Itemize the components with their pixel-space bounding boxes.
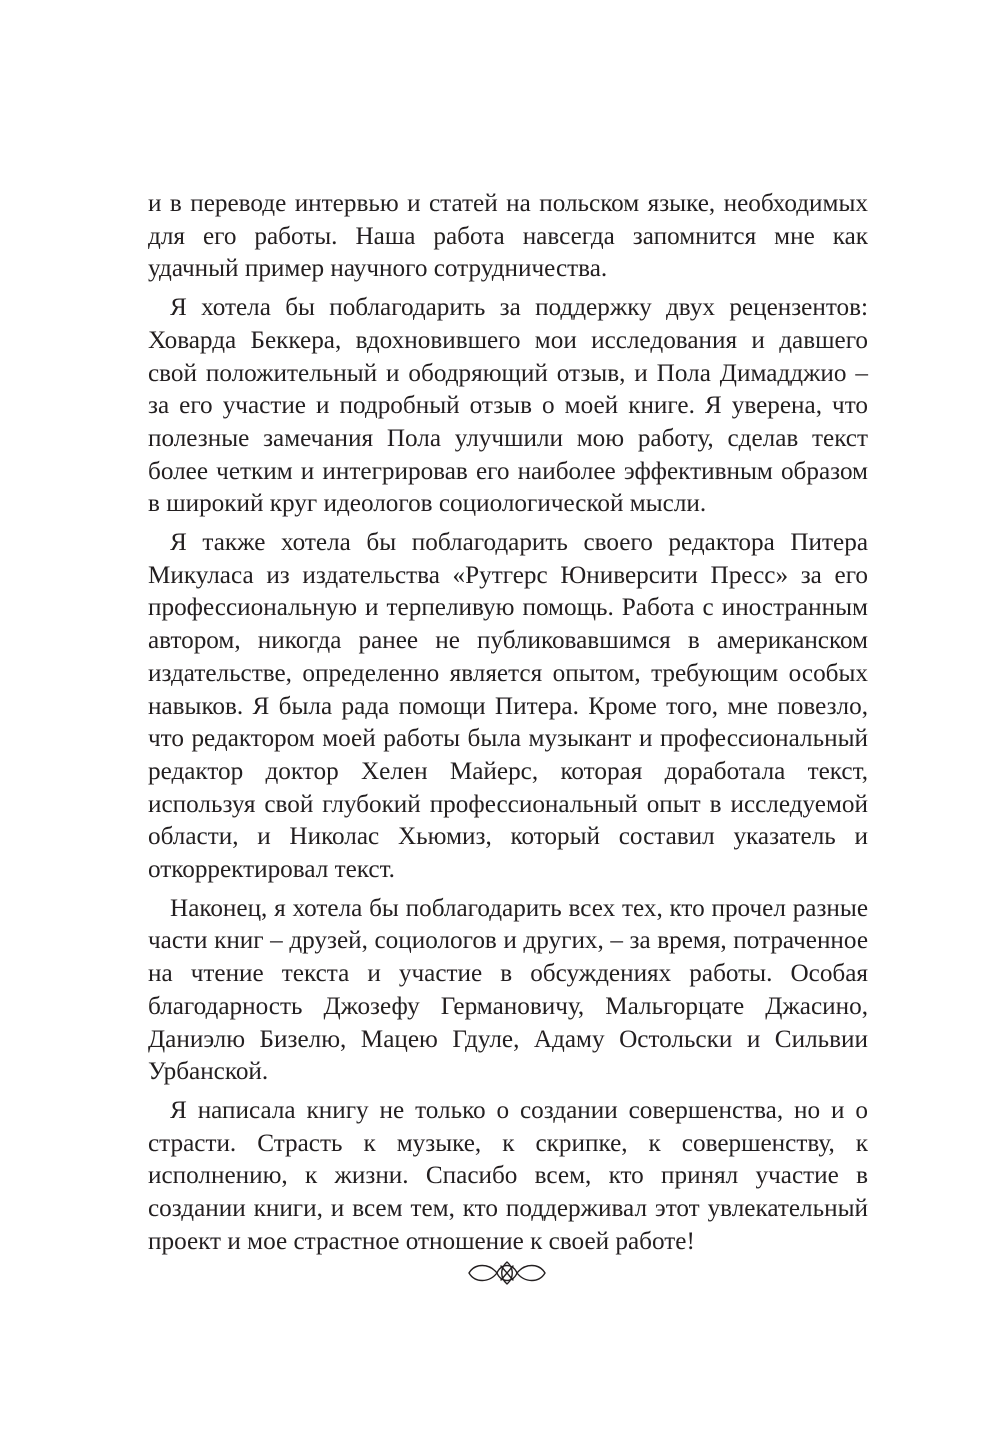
paragraph-5: Я написала книгу не только о создании совершенства, но и о страсти. Страсть к музыке, к скрипке, к совершенству, к исполнению, к жизни. Спасибо всем, кто принял участие в создании книги, и всем тем, кто поддерживал этот увлекательный проект и мое страстное отношение к своей работе! <box>148 1096 868 1255</box>
paragraph-1: и в переводе интервью и статей на польском языке, необходимых для его работы. Наша работа навсегда запомнится мне как удачный пример научного сотрудничества. <box>148 190 868 283</box>
knot-ornament-icon <box>467 1259 547 1287</box>
paragraph-2: Я хотела бы поблагодарить за поддержку двух рецензентов: Ховарда Беккера, вдохновившего мои исследования и давшего свой положительный и ободряющий отзыв, и Пола Димадджио – за его участие и подробный отзыв о моей книге. Я уверена, что полезные замечания Пола улучшили мою работу, сделав текст более четким и интегрировав его наиболее эффективным образом в широкий круг идеологов социологической мысли. <box>148 294 868 518</box>
paragraph-3: Я также хотела бы поблагодарить своего редактора Питера Микуласа из издательства «Рутгерс Юниверсити Пресс» за его профессиональную и терпеливую помощь. Работа с иностранным автором, никогда ранее не публиковавшимся в американском издательстве, определенно является опытом, требующим особых навыков. Я была рада помощи Питера. Кроме того, мне повезло, что редактором моей работы была музыкант и профессиональный редактор доктор Хелен Майерс, которая доработала текст, используя свой глубокий профессиональный опыт в исследуемой области, и Николас Хьюмиз, который составил указатель и откорректировал текст. <box>148 529 868 884</box>
paragraph-4: Наконец, я хотела бы поблагодарить всех тех, кто прочел разные части книг – друзей, социологов и других, – за время, потраченное на чтение текста и участие в обсуждениях работы. Особая благодарность Джозефу Германовичу, Мальгорцате Джасино, Даниэлю Бизелю, Мацею Гдуле, Адаму Остольски и Сильвии Урбанской. <box>148 894 868 1086</box>
body-text <box>148 188 868 1259</box>
